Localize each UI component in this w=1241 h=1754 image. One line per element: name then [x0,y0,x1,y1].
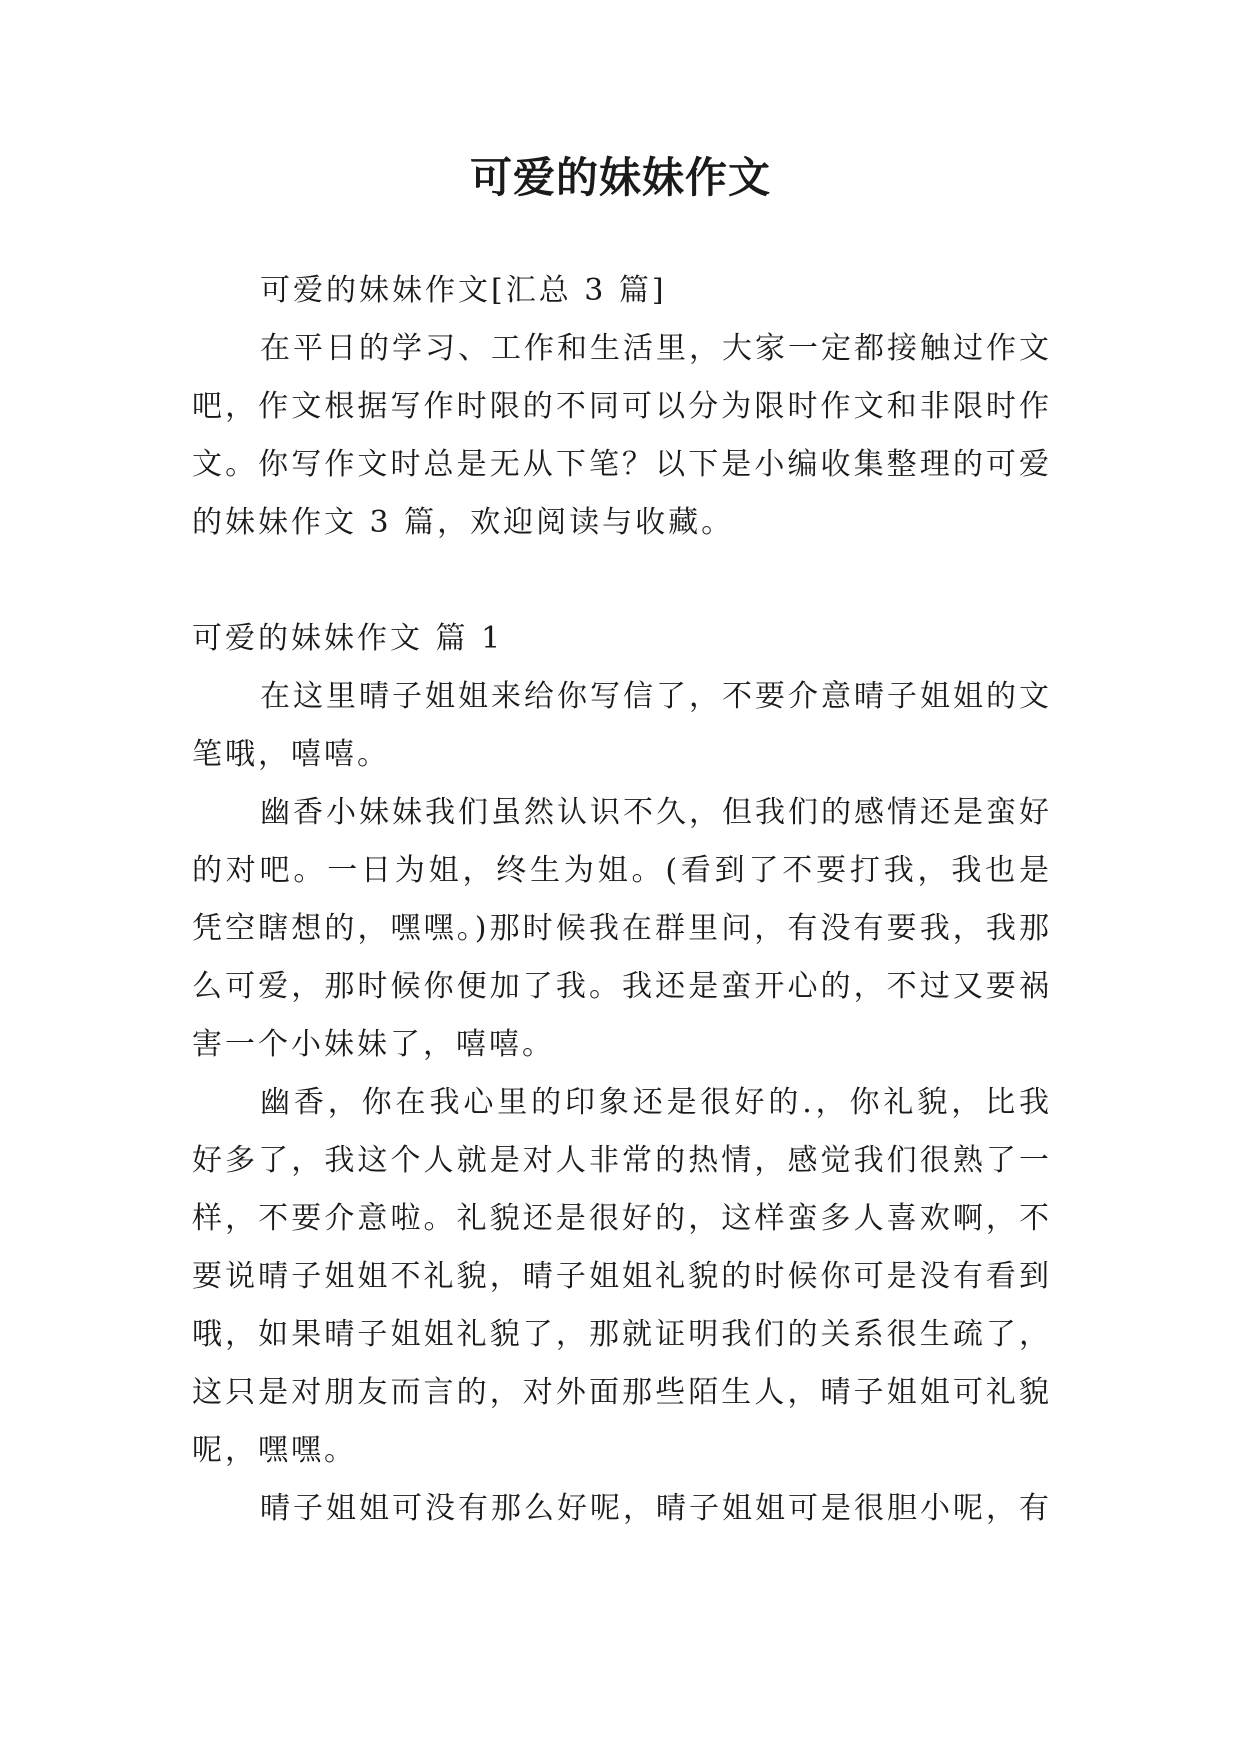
body-paragraph: 晴子姐姐可没有那么好呢，晴子姐姐可是很胆小呢，有 [260,1491,1052,1526]
body-paragraph: 幽香小妹妹我们虽然认识不久，但我们的感情还是蛮好的对吧。一日为姐，终生为姐。(看到了不要打我，我也是凭空瞎想的，嘿嘿。)那时候我在群里问，有没有要我，我那么可爱，那时候你便加了我。我还是蛮开心的，不过又要祸害一个小妹妹了，嘻嘻。 [192,795,1052,1062]
section-heading: 可爱的妹妹作文 篇 1 [192,621,504,656]
document-subtitle: 可爱的妹妹作文[汇总 3 篇] [260,273,667,308]
body-paragraph: 幽香，你在我心里的印象还是很好的.，你礼貌，比我好多了，我这个人就是对人非常的热情，感觉我们很熟了一样，不要介意啦。礼貌还是很好的，这样蛮多人喜欢啊，不要说晴子姐姐不礼貌，晴子姐姐礼貌的时候你可是没有看到哦，如果晴子姐姐礼貌了，那就证明我们的关系很生疏了，这只是对朋友而言的，对外面那些陌生人，晴子姐姐可礼貌呢，嘿嘿。 [192,1085,1052,1468]
body-paragraph: 在这里晴子姐姐来给你写信了，不要介意晴子姐姐的文笔哦，嘻嘻。 [192,679,1052,772]
section-spacer [192,552,1052,610]
document-title: 可爱的妹妹作文 [469,153,771,202]
intro-paragraph: 在平日的学习、工作和生活里，大家一定都接触过作文吧，作文根据写作时限的不同可以分为限时作文和非限时作文。你写作文时总是无从下笔？以下是小编收集整理的可爱的妹妹作文 3 篇，欢迎阅读与收藏。 [192,331,1052,540]
document-body [192,262,1052,1538]
